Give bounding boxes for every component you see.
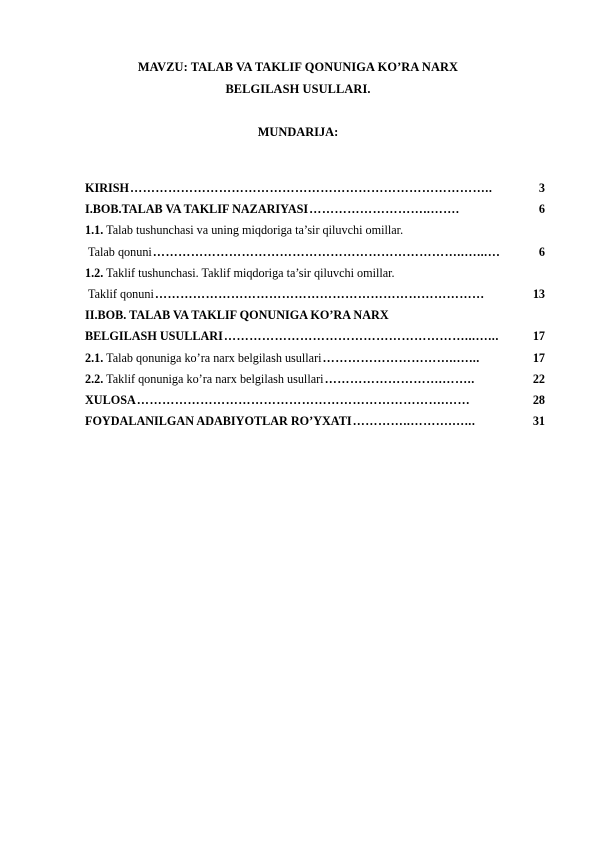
toc-entry (85, 287, 545, 308)
toc-entry (85, 414, 545, 435)
contents-heading: MUNDARIJA: (257, 125, 339, 139)
toc-entry-text: XULOSA (85, 392, 136, 407)
toc-entry (85, 245, 545, 266)
toc-entry-page-number: 3 (538, 181, 545, 195)
toc-entry (85, 223, 545, 244)
toc-entry-leader: ………………………………………………………………………….. (130, 181, 493, 195)
toc-entry (85, 329, 545, 350)
toc-entry-number: 1.2. (85, 265, 104, 280)
toc-entry-text: Talab qonuni (88, 244, 152, 259)
toc-entry-label (85, 393, 136, 408)
toc-entry (85, 393, 545, 414)
toc-entry-text: Talab qonuniga ko’ra narx belgilash usullari (103, 350, 322, 365)
toc-entry-label (85, 202, 308, 217)
toc-entry-text: FOYDALANILGAN ADABIYOTLAR RO’YXATI (85, 414, 352, 429)
toc-entry (85, 202, 545, 223)
toc-entry-page-number: 13 (532, 286, 545, 301)
toc-entry-number: 2.1. (85, 350, 104, 365)
toc-entry-leader: …………………………………………………………………… (154, 286, 485, 301)
toc-entry-label (85, 329, 223, 344)
toc-entry (85, 372, 545, 393)
toc-entry-label (85, 223, 403, 238)
toc-entry-text: KIRISH (85, 181, 130, 195)
toc-entry-text: I.BOB.TALAB VA TAKLIF NAZARIYASI (85, 202, 309, 217)
toc-entry-label (85, 245, 152, 260)
toc-entry-label (85, 308, 389, 323)
toc-entry-page-number: 17 (532, 329, 545, 344)
toc-entry-text: II.BOB. TALAB VA TAKLIF QONUNIGA KO’RA NARX (85, 308, 389, 323)
toc-entry-leader: ………………………………………………………………..…...… (152, 244, 501, 259)
toc-entry-text: Taklif qonuni (88, 286, 154, 301)
toc-entry-leader: …………………………..…... (322, 350, 480, 365)
toc-entry-label (85, 351, 322, 366)
toc-entry-number: 2.2. (85, 371, 104, 386)
toc-entry-page-number: 28 (532, 392, 545, 407)
toc-entry-label (85, 414, 352, 429)
toc-entry-page-number: 6 (538, 244, 545, 259)
toc-entry-leader: ……………………………………………………………….…… (136, 392, 471, 407)
toc-entry-leader: ……………………….…….. (324, 371, 475, 386)
toc-entry-label (85, 181, 129, 196)
document-title-line-2: BELGILASH USULLARI. (225, 82, 371, 96)
toc-entry-text: Talab tushunchasi va uning miqdoriga ta’sir qiluvchi omillar. (103, 223, 404, 238)
toc-entry-leader: …………………………………………………...…... (223, 329, 499, 344)
toc-entry (85, 181, 545, 202)
table-of-contents (85, 181, 545, 435)
toc-entry-page-number: 17 (532, 350, 545, 365)
toc-entry-label (85, 287, 154, 302)
toc-entry-label (85, 372, 324, 387)
toc-entry-label (85, 266, 395, 281)
toc-entry (85, 351, 545, 372)
toc-entry-text: BELGILASH USULLARI (85, 329, 223, 344)
toc-entry (85, 266, 545, 287)
toc-entry-leader: …………..……….…... (352, 414, 476, 429)
toc-entry-page-number: 31 (532, 414, 545, 429)
toc-entry-text: Taklif tushunchasi. Taklif miqdoriga ta’sir qiluvchi omillar. (103, 265, 395, 280)
toc-entry-page-number: 22 (532, 371, 545, 386)
toc-entry-number: 1.1. (85, 223, 104, 238)
toc-entry-leader: ………………………..……. (309, 202, 460, 217)
toc-entry (85, 308, 545, 329)
toc-entry-page-number: 6 (538, 202, 545, 217)
document-title-line-1: MAVZU: TALAB VA TAKLIF QONUNIGA KO’RA NARX (137, 60, 459, 74)
toc-entry-text: Taklif qonuniga ko’ra narx belgilash usullari (103, 371, 324, 386)
